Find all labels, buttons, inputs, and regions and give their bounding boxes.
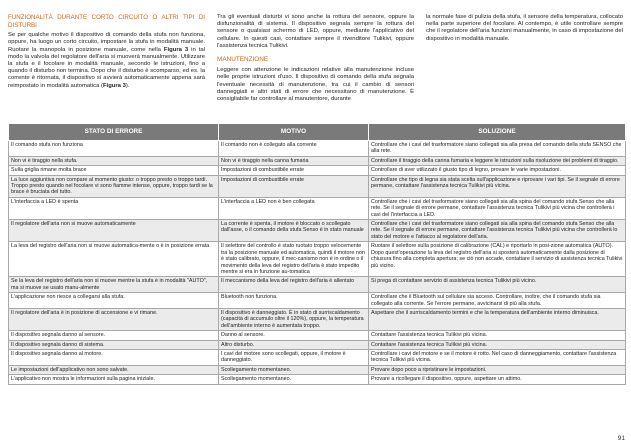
table-row [9, 375, 626, 384]
cell-reason: Danno al sensore. [219, 331, 369, 340]
paragraph-maintenance-cont: la normale fase di pulizia della stufa, il sensore della temperatura, collocato nella parte superiore del focolare. Al contempo, è utile controllare sempre che il regolatore dell'aria funzioni manualmente, in caso di impostazione del dispositivo in modalità manuale. [426, 14, 623, 42]
cell-error-state: Il dispositivo segnala danno di sistema. [9, 340, 219, 349]
header-error-state: STATO DI ERRORE [9, 124, 219, 141]
table-row [9, 340, 626, 349]
header-solution: SOLUZIONE [369, 124, 626, 141]
intro-column-3 [426, 14, 623, 120]
cell-error-state: La leva del registro dell'aria non si muove automatica-mente o è in posizione errata [9, 242, 219, 277]
intro-column-1 [8, 14, 205, 120]
table-row [9, 166, 626, 175]
text-run: ). [125, 82, 130, 89]
table-row [9, 331, 626, 340]
cell-reason: Bluetooth non funziona. [219, 293, 369, 309]
section-heading-disturbances: FUNZIONALITÀ DURANTE CORTO CIRCUITO O ALTRI TIPI DI DISTURBI [8, 14, 205, 29]
cell-error-state: L'applicazione non riesce a collegarsi alla stufa. [9, 293, 219, 309]
cell-error-state: Le impostazioni dell'applicativo non sono salvate. [9, 365, 219, 374]
cell-reason: Scollegamento momentaneo. [219, 365, 369, 374]
cell-solution: Controllare che i cavi del trasformatore siano collegati sia alla presa del comando della stufa SENSO che alla rete. [369, 141, 626, 157]
cell-error-state: Il regolatore dell'aria è in posizione di accensione e vi rimane. [9, 308, 219, 330]
cell-reason: Altro disturbo. [219, 340, 369, 349]
cell-solution: Contattare l'assistenza tecnica Tulikivi più vicina. [369, 340, 626, 349]
table-row [9, 175, 626, 197]
table-row [9, 220, 626, 242]
troubleshooting-table [8, 123, 626, 385]
cell-reason: Scollegamento momentaneo. [219, 375, 369, 384]
paragraph-disturbances [8, 32, 205, 90]
table-row [9, 141, 626, 157]
text-run: Se per qualche motivo il dispositivo di comando della stufa non funziona, oppure, ha luogo un corto circuito, impostare la stufa in modalità manuale. Ruotare la manopola in posizione manuale, come nella [8, 32, 205, 53]
cell-error-state: L'applicativo non mostra le informazioni sulla pagina iniziale. [9, 375, 219, 384]
table-row [9, 349, 626, 365]
table-row [9, 308, 626, 330]
cell-solution: Controllare il tiraggio della canna fumaria e leggere le istruzioni sulla risoluzione dei problemi di tiraggio. [369, 156, 626, 165]
cell-error-state: Se la leva del registro dell'aria non si muove mentre la stufa è in modalità "AUTO", ma si muove se usato manu-almente [9, 277, 219, 293]
cell-solution: Controllare di aver utilizzato il giusto tipo di legno, provare le varie impostazioni. [369, 166, 626, 175]
cell-error-state: Non vi è tiraggio nella stufa. [9, 156, 219, 165]
table-row [9, 277, 626, 293]
cell-solution: Ruotare il selettore sulla posizione di calibrazione (CAL) e riportarlo in posi-zione automatica (AUTO). Dopo quest'operazione la leva del registro dell'aria si sposterà automaticamente dalla posizione di chiusura fino alla completa apertura; se ciò non accade, contattare il servizio di assistenza tecnica Tulikivi più vicino. [369, 242, 626, 277]
cell-error-state: Il regolatore dell'aria non si muove automaticamente [9, 220, 219, 242]
cell-reason: Il comando non è collegato alla corrente [219, 141, 369, 157]
cell-reason: Impostazioni di combustibile errate [219, 175, 369, 197]
cell-solution: Controllare che i cavi del trasformatore siano collegati sia alla spina del comando stufa Senso che alla rete. Se il segnale di errore permane, contattare l'assistenza tecnica Tulikivi più vicina che controllerà lo stato del motore e l'attacco al regolatore dell'aria. [369, 220, 626, 242]
paragraph-sensor-faults: Tra gli eventuali disturbi vi sono anche la rottura del sensore, oppure la disfunzionalità di sistema. Il dispositivo segnala sempre la rottura del sensore o qualsiasi schermo di LED, oppure, mediante l'applicativo del cellulare. In questi casi, contattare sempre il rivenditore Tulikivi, oppure l'assistenza tecnica Tulikivi. [217, 14, 414, 49]
cell-reason: Impostazioni di combustibile errate [219, 166, 369, 175]
cell-reason: Non vi è tiraggio nella canna fumaria [219, 156, 369, 165]
table-row [9, 197, 626, 219]
cell-solution: Provare a ricollegare il dispositivo, oppure, aspettare un attimo. [369, 375, 626, 384]
paragraph-maintenance: Leggere con attenzione le indicazioni relative alla manutenzione incluse nelle proprie istruzioni d'uso. Il dispositivo di comando della stufa segnala l'eventuale necessità di manutenzione, tra cui il cambio di sensori danneggiati e altri stati di errore che necessitano di manutenzione. È consigliabile far controllare al manutentore, durante [217, 67, 414, 103]
cell-solution: Controllare che tipo di legna sia stata scelta sull'applicazione e riprovare i vari tipi. Se il segnale di errore permane, contattare l'assistenza tecnica Tulikivi più vicina. [369, 175, 626, 197]
table-header-row [9, 124, 626, 141]
figure-ref: Figura 3 [102, 82, 126, 89]
text-run: in tal modo la valvola del regolatore dell'aria si muoverà manualmente. Utilizzare la stufa e il focolare in modalità manuale, secondo le istruzioni, fino a quando il disturbo non termina. Dopo che il disturbo è scomparso, ed es. la corrente è ritornata, il dispositivo si avvierà automaticamente appena sarà reimpostato in modalità automatica ( [8, 46, 205, 89]
table-row [9, 242, 626, 277]
table-row [9, 156, 626, 165]
cell-reason: Il meccanismo della leva del registro dell'aria è allentato [219, 277, 369, 293]
cell-error-state: Il comando stufa non funziona [9, 141, 219, 157]
table-row [9, 293, 626, 309]
cell-reason: Il selettore del controllo è stato ruotato troppo velocemente tra la posizione manuale ed automatica, quindi il motore non è stato calibrato, oppure, il mec-canismo non è in ordine o il movimento della leva del registro dell'aria è stato impedito mentre si era in funzione au-tomatica [219, 242, 369, 277]
page-number: 91 [617, 435, 625, 442]
cell-solution: Controllare che il Bluetooth sul cellulare sia acceso. Controllare, inoltre, che il comando stufa sia collegato alla corrente. Se l'errore permane, avvicinarsi di più alla stufa. [369, 293, 626, 309]
header-reason: MOTIVO [219, 124, 369, 141]
cell-reason: Il dispositivo è danneggiato. È in stato di surriscaldamento (capacità di accumulo oltre il 120%), oppure, la temperatura dell'ambiente interno è aumentata troppo. [219, 308, 369, 330]
cell-solution: Provare dopo poco a ripristinare le impostazioni. [369, 365, 626, 374]
cell-solution: Controllare i cavi del motore e se il motore è rotto. Nel caso di danneggiamento, contattare l'assistenza tecnica Tulikivi più vicina. [369, 349, 626, 365]
cell-error-state: Il dispositivo segnala danno al motore. [9, 349, 219, 365]
section-heading-maintenance: MANUTENZIONE [217, 56, 269, 64]
figure-ref: Figura 3 [163, 46, 189, 53]
cell-reason: I cavi del motore sono scollegati, oppure, il motore è danneggiato. [219, 349, 369, 365]
intro-text [8, 14, 623, 120]
cell-solution: Si prega di contattare servizio di assistenza tecnica Tulikivi più vicino. [369, 277, 626, 293]
cell-solution: Controllare che i cavi del trasformatore siano collegati sia alla spina del comando stufa Senso che alla rete. Se il segnale di errore permane, contattare l'assistenza tecnica Tulikivi più vicina che controllerà i cavi del l'interfaccia a LED. [369, 197, 626, 219]
cell-solution: Aspettare che il surriscaldamento termini e che la temperatura dell'ambiente interno diminuisca. [369, 308, 626, 330]
cell-error-state: Il dispositivo segnala danno al sensore. [9, 331, 219, 340]
table-row [9, 365, 626, 374]
cell-error-state: L'interfaccia a LED è spenta [9, 197, 219, 219]
cell-reason: L'interfaccia a LED non è ben collegata [219, 197, 369, 219]
cell-reason: La corrente è spenta, il motore è bloccato o scollegato dall'asse, o il comando della stufa Senso è in stato manuale [219, 220, 369, 242]
intro-column-2 [217, 14, 414, 120]
cell-error-state: La luce aggiuntiva non compare al momento giusto: o troppo presto o troppo tardi. Troppo presto quando nel focolare vi sono fiamme intense, oppure, troppo tardi se la brace è bruciata del tutto. [9, 175, 219, 197]
cell-error-state: Sulla griglia rimane molta brace [9, 166, 219, 175]
cell-solution: Contattare l'assistenza tecnica Tulikivi più vicina. [369, 331, 626, 340]
